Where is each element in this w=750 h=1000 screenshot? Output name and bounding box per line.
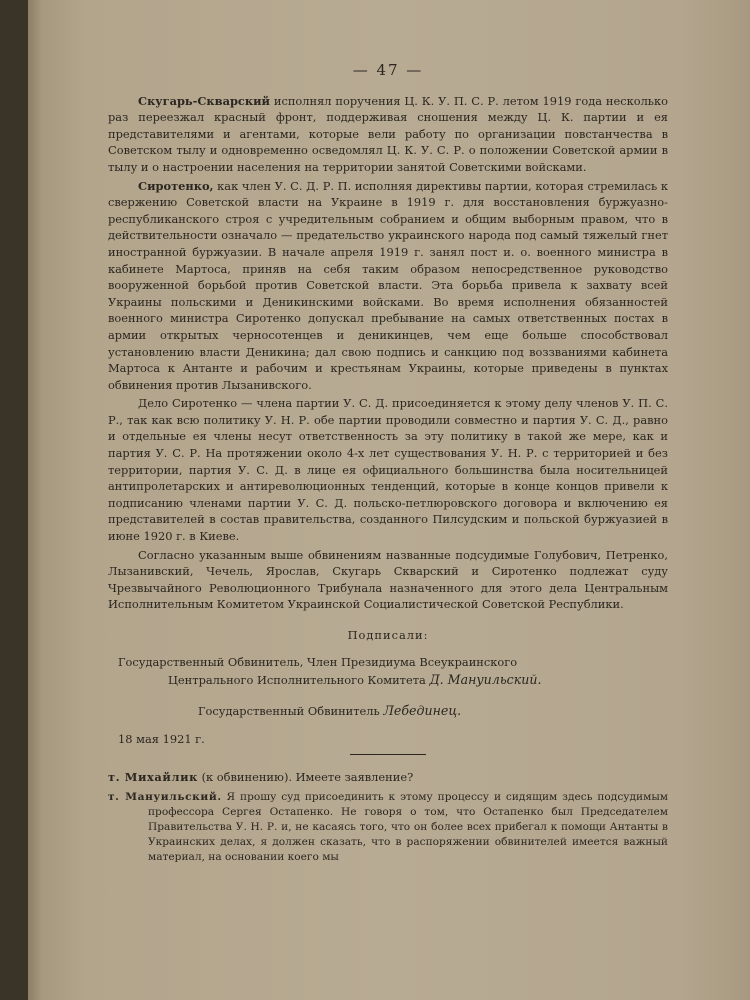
dialogue-line-mikhailik: [108, 769, 668, 786]
paragraph-accusations: [108, 547, 668, 613]
dialogue-text: (к обвинению). Имеете заявление?: [197, 769, 414, 784]
speaker-name: т. Михайлик: [108, 769, 198, 784]
document-page: [28, 0, 750, 1000]
signature-line-2-text: Центрального Исполнительного Комитета: [168, 673, 426, 688]
signature-block: [108, 627, 668, 755]
paragraph-text: Дело Сиротенко — члена партии У. С. Д. присоединяется к этому делу членов У. П. С. Р., так как всю политику У. Н. Р. обе партии проводили совместно и партия У. С. Д., равно и отдельные ея члены несут ответственность за эту политику в такой же мере, как и партия У. С. Р. На протяжении около 4-х лет существования У. Н. Р. с территорией и без территории, партия У. С. Д. в лице ея официального большинства была носительницей антипролетарских и антиреволюционных тенденций, которые в конце концов привели к подписанию членами партии У. С. Д. польско-петлюровского договора и включению ея представителей в состав правительства, созданного Пилсудским и польской буржуазией в июне 1920 г. в Киеве.: [108, 396, 668, 544]
signature-title: Подписали:: [347, 628, 429, 642]
dialogue-line-manuilsky: [108, 790, 668, 865]
signature-line-3-text: Государственный Обвинитель: [198, 703, 380, 718]
paragraph-text: как член У. С. Д. Р. П. исполняя директивы партии, которая стремилась к свержению Советской власти на Украине в 1919 г. для восстановления буржуазно-республиканского строя с учредительным собранием и общим выборным правом, что в действительности означало — предательство украинского народа под самый тяжелый гнет иностранной буржуазии. В начале апреля 1919 г. занял пост и. о. военного министра в кабинете Мартоса, приняв на себя таким образом непосредственное руководство вооруженной борьбой против Советской власти. Эта борьба привела к захвату всей Украины польскими и Деникинскими войсками. Во время исполнения обязанностей военного министра Сиротенко допускал пребывание на самых ответственных постах в армии открытых черносотенцев и деникинцев, чем еще больше способствовал установлению власти Деникина; дал свою подпись и санкцию под воззваниями кабинета Мартоса к Антанте и рабочим и крестьянам Украины, которые приведены в пунктах обвинения против Лызанивского.: [108, 178, 668, 392]
page-content: [108, 62, 668, 865]
signature-line-1: Государственный Обвинитель, Член Президиума Всеукраинского: [118, 654, 518, 669]
paragraph-text: исполнял поручения Ц. К. У. П. С. Р. летом 1919 года несколько раз переезжал красный фронт, поддерживая сношения между Ц. К. партии и ея представителями и агентами, которые вели работу по организации повстанчества в Советском тылу и одновременно осведомлял Ц. К. У. С. Р. о положении Советской армии в тылу и о настроении населения на территории занятой Советскими войсками.: [108, 93, 668, 174]
page-number: — 47 —: [352, 61, 424, 79]
paragraph-skugar: [108, 93, 668, 176]
paragraph-text: Согласно указанным выше обвинениям названные подсудимые Голубович, Петренко, Лызанивский, Чечель, Ярослав, Скугарь Скварский и Сиротенко подлежат суду Чрезвычайного Революционного Трибунала назначенного для этого дела Центральным Исполнительным Комитетом Украинской Социалистической Советской Республики.: [108, 547, 668, 612]
dialogue-text: Я прошу суд присоединить к этому процессу и сидящим здесь подсудимым профессора Сергея Остапенко. Не говоря о том, что Остапенко был Председателем Правительства У. Н. Р. и, не касаясь того, что он более всех прибегал к помощи Антанты в Украинских делах, я должен сказать, что в распоряжении обвинителей имеется важный материал, на основании коего мы: [148, 790, 668, 863]
paragraph-lead: Скугарь-Скварский: [138, 93, 270, 108]
speaker-name: т. Мануильский.: [108, 790, 222, 803]
paragraph-case: [108, 395, 668, 544]
signature-name-lebedinets: Лебединец.: [383, 702, 462, 718]
document-date: 18 мая 1921 г.: [118, 732, 205, 747]
signature-line-3: [108, 703, 668, 720]
signature-name-manuilsky: Д. Мануильский.: [429, 672, 542, 688]
paragraph-lead: Сиротенко,: [138, 178, 214, 193]
paragraph-sirotenko: [108, 178, 668, 394]
divider-rule: [350, 754, 426, 755]
signature-line-2: [108, 672, 668, 689]
